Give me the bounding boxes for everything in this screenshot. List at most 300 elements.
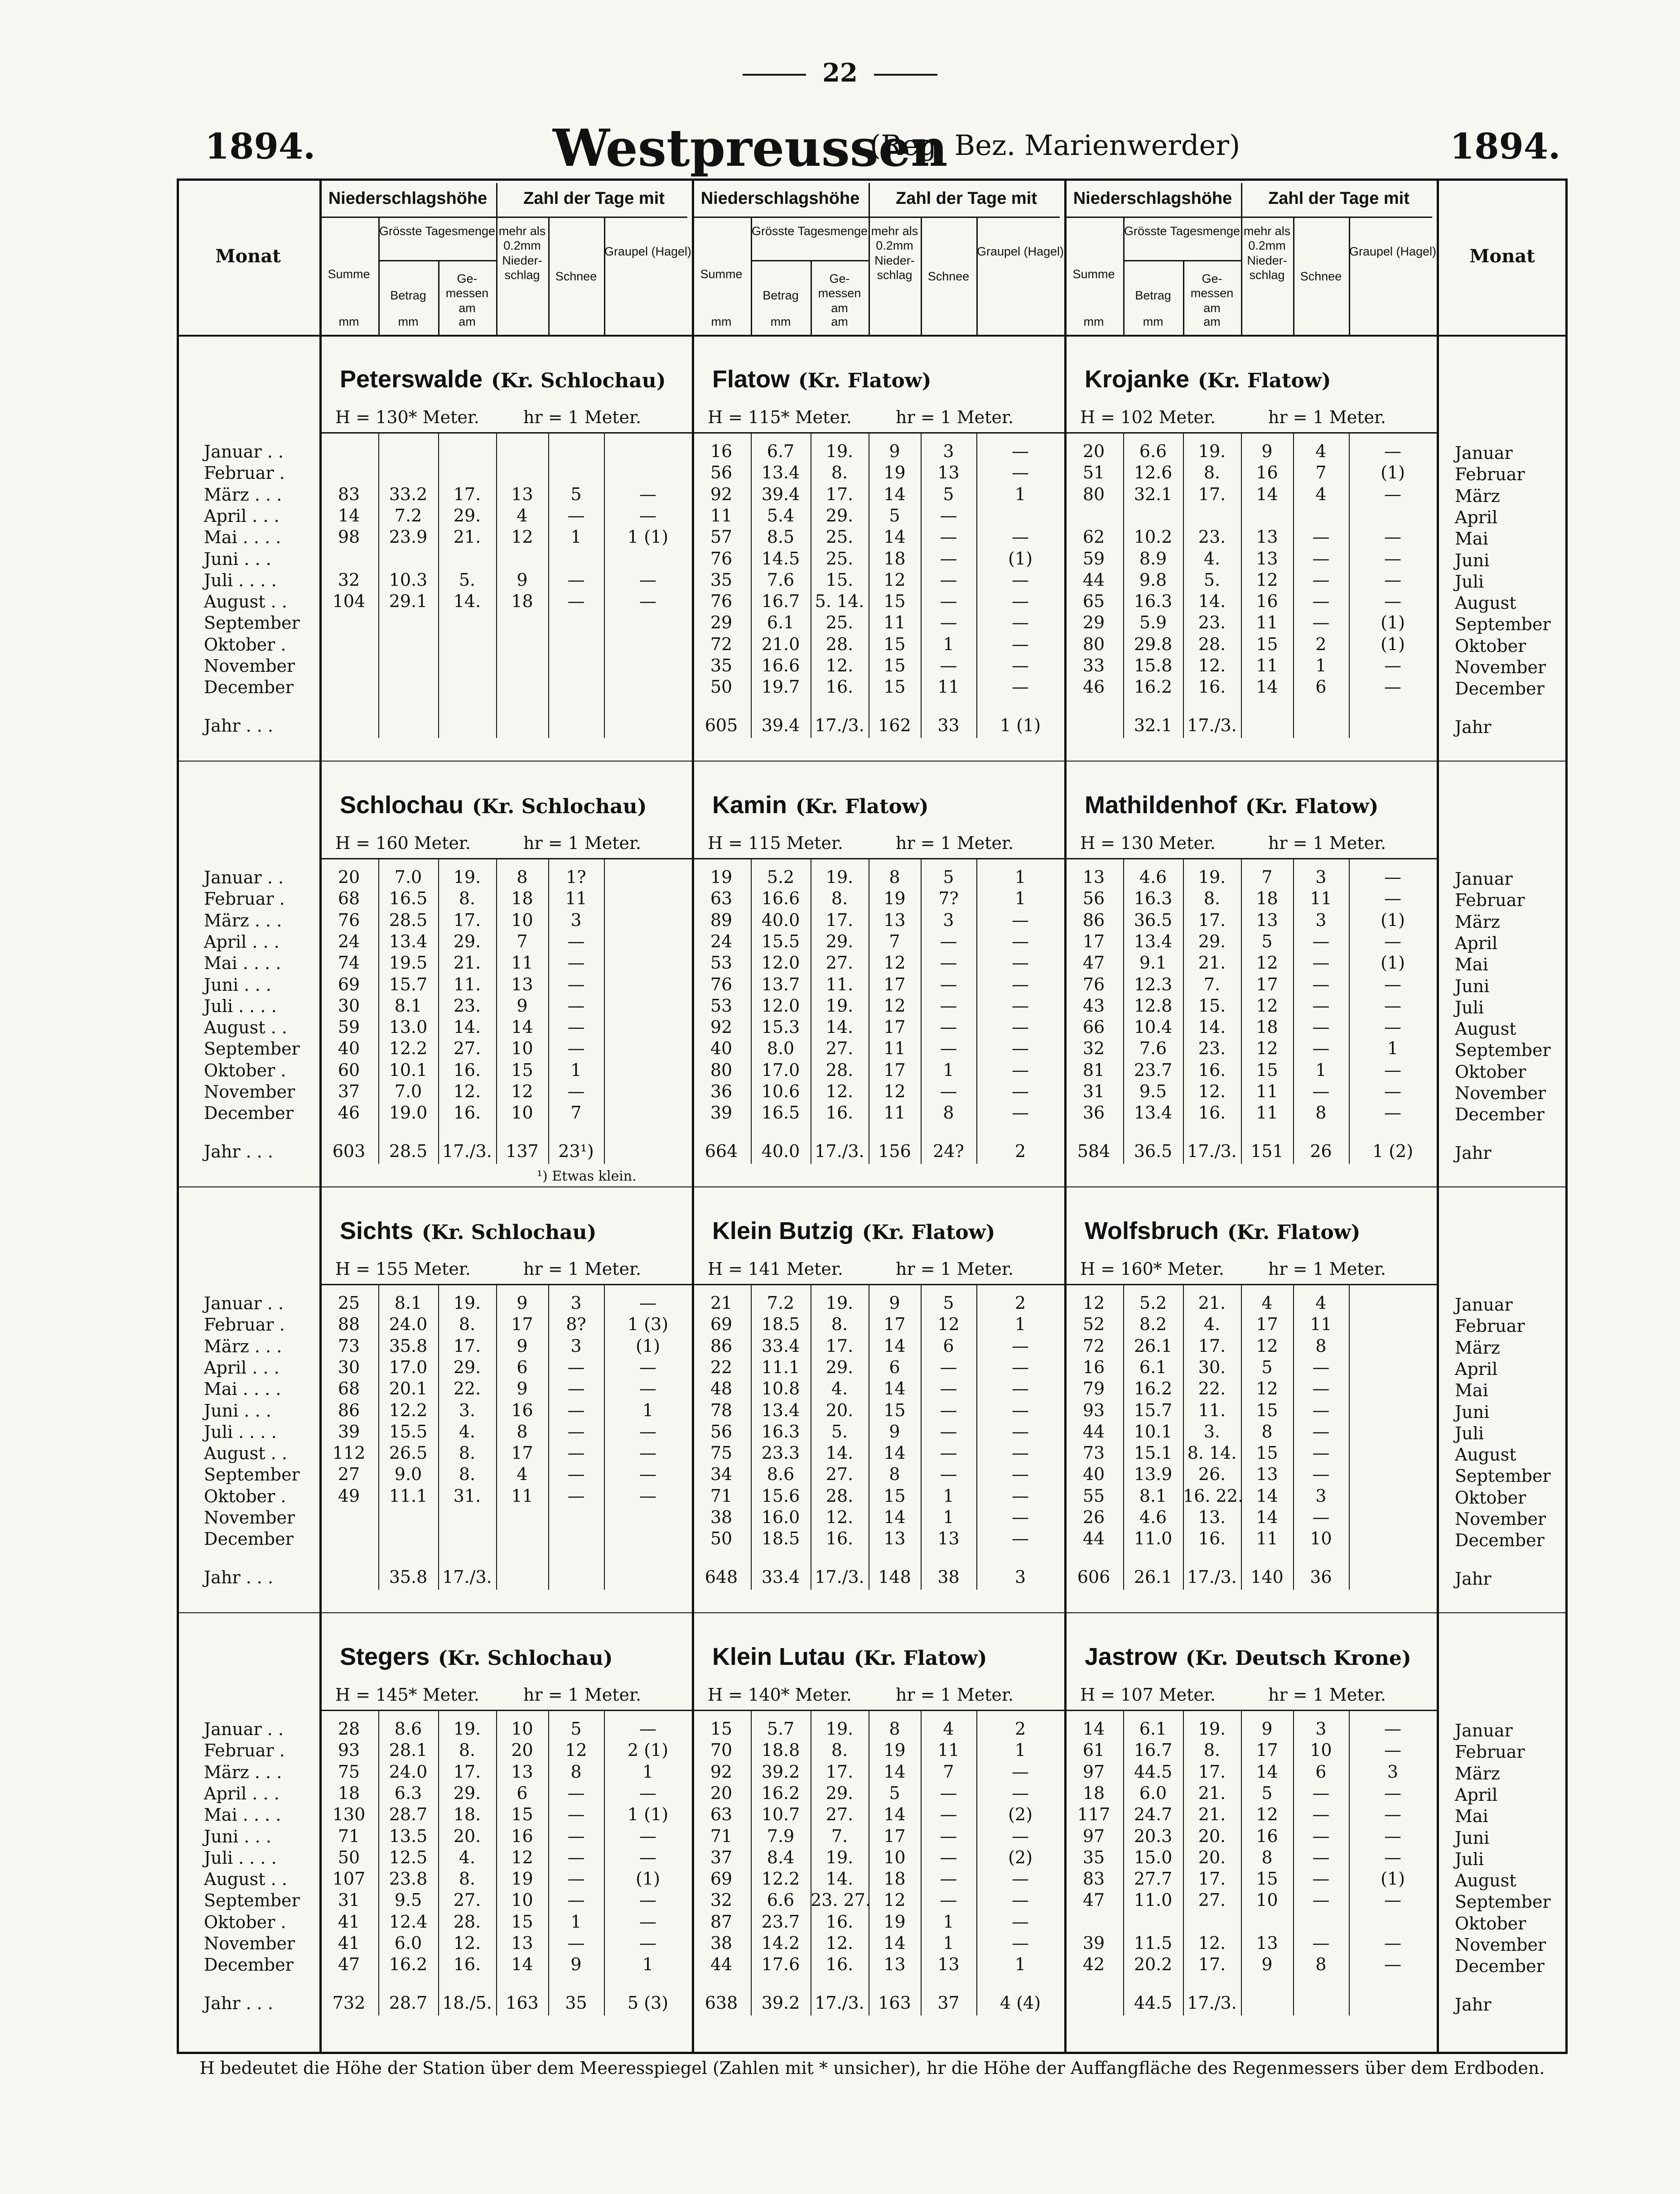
table-cell: 1 (642, 1761, 654, 1782)
table-cell: 17. (453, 910, 481, 930)
table-cell: 12 (1256, 1804, 1278, 1825)
table-cell: 29. (453, 931, 481, 951)
year-left: 1894. (205, 126, 316, 167)
rule (319, 1710, 692, 1711)
header-gemessen_am: Ge-messen am (1190, 272, 1234, 315)
month-label-right: Februar (1455, 890, 1525, 911)
month-label-right: September (1455, 614, 1551, 635)
jahr-cell: 17./3. (1187, 1567, 1237, 1587)
station-title (340, 1216, 596, 1245)
table-cell: 15 (1256, 1400, 1278, 1420)
table-cell: 10 (511, 1038, 533, 1059)
table-cell: 56 (710, 463, 733, 483)
table-cell: 2 (1014, 1719, 1026, 1739)
table-cell: — (567, 1869, 585, 1889)
table-cell: 92 (710, 1017, 733, 1037)
table-cell: 28 (338, 1719, 360, 1739)
month-label: December (204, 677, 294, 698)
table-cell: — (1312, 591, 1330, 612)
table-cell: 65 (1082, 591, 1105, 612)
table-cell: 3 (1315, 910, 1327, 930)
jahr-cell: 37 (937, 1993, 960, 2013)
table-cell: 16. (453, 1060, 481, 1080)
table-cell: 13 (1256, 1464, 1278, 1485)
table-cell: 8. (459, 1314, 476, 1335)
station-title (340, 1642, 613, 1671)
table-cell: 76 (338, 910, 360, 930)
station-hr: hr = 1 Meter. (523, 833, 642, 853)
table-cell: 1 (1315, 656, 1327, 675)
table-cell: — (1384, 974, 1401, 994)
table-cell: 8 (517, 1421, 528, 1442)
table-cell: (1) (1381, 463, 1405, 483)
table-cell: 11. (453, 974, 481, 994)
table-cell: 33.2 (389, 484, 428, 504)
table-cell: — (1012, 1038, 1029, 1059)
table-cell: 53 (710, 995, 733, 1016)
table-cell: 11 (1256, 1103, 1278, 1123)
table-cell: 28. (826, 1485, 854, 1506)
header-schnee: Schnee (555, 270, 597, 283)
table-cell: 17. (826, 1761, 854, 1782)
table-cell: 14 (883, 1443, 906, 1463)
table-cell: 87 (710, 1911, 733, 1932)
table-cell: 19.0 (389, 1103, 428, 1123)
rule (692, 432, 1064, 434)
station-name: Wolfsbruch (1085, 1217, 1219, 1244)
table-cell: 19. (826, 1719, 854, 1739)
header-zahl-der-tage: Zahl der Tage mit (523, 189, 665, 208)
table-cell: 16. (1198, 1060, 1226, 1080)
table-cell: 40 (1082, 1464, 1105, 1485)
table-cell: 12 (1082, 1293, 1105, 1313)
table-cell: 8.9 (1139, 548, 1167, 569)
month-label: Juni . . . (204, 549, 271, 569)
table-cell: 18 (1082, 1783, 1105, 1803)
table-cell: — (567, 1038, 585, 1059)
station-kreis: (Kr. Schlochau) (491, 369, 666, 392)
header-unit: mm (338, 315, 359, 328)
month-label-right: Mai (1455, 1380, 1488, 1401)
table-cell: 13 (511, 974, 533, 994)
table-cell: 10 (511, 910, 533, 930)
table-cell: 60 (338, 1060, 360, 1080)
table-cell: — (1312, 1933, 1330, 1953)
table-cell: 32.1 (1134, 484, 1173, 504)
table-cell: 7 (517, 931, 528, 951)
table-cell: 76 (710, 591, 733, 612)
month-label-right: März (1455, 911, 1500, 932)
table-cell: — (940, 931, 957, 951)
table-cell: 29. (453, 1357, 481, 1377)
jahr-cell: 33 (937, 715, 960, 735)
table-cell: 12.5 (389, 1847, 428, 1867)
jahr-cell: 2 (1014, 1141, 1026, 1161)
table-cell: 56 (710, 1421, 733, 1442)
table-cell: 8. (831, 888, 848, 909)
table-cell: 21 (710, 1293, 733, 1313)
table-cell: — (940, 974, 957, 994)
table-cell: 50 (338, 1847, 360, 1867)
table-cell: 9 (1261, 441, 1273, 461)
table-cell: 14 (883, 1804, 906, 1825)
table-cell: 12 (883, 569, 906, 590)
table-cell: — (1012, 634, 1029, 654)
jahr-cell: 584 (1077, 1141, 1110, 1161)
jahr-cell: 603 (332, 1141, 366, 1161)
station-hr: hr = 1 Meter. (523, 1685, 642, 1705)
table-cell: 3 (1315, 1719, 1327, 1739)
table-cell: 6 (517, 1357, 528, 1377)
header-summe: Summe (1072, 267, 1115, 281)
table-cell: 16. (826, 1954, 854, 1975)
table-cell: 15 (883, 677, 906, 697)
table-cell: 17 (883, 974, 906, 994)
table-cell: 7 (570, 1103, 582, 1123)
jahr-cell: 38 (937, 1567, 960, 1587)
table-cell: (1) (1381, 1869, 1405, 1889)
table-cell: — (1384, 888, 1401, 909)
table-cell: 28.7 (389, 1804, 428, 1825)
table-cell: 14. (1198, 1017, 1226, 1037)
table-cell: 15 (1256, 1869, 1278, 1889)
month-label: December (204, 1529, 294, 1549)
table-cell: 13.4 (389, 931, 428, 951)
table-cell: 8.0 (767, 1038, 795, 1059)
jahr-cell: 39.2 (761, 1993, 800, 2013)
table-cell: 19. (826, 441, 854, 461)
jahr-cell: 17./3. (815, 1567, 864, 1587)
table-cell: 36.5 (1134, 910, 1173, 930)
table-cell: 12 (883, 995, 906, 1016)
table-cell: — (639, 1443, 657, 1463)
table-cell: 15 (883, 591, 906, 612)
table-cell: 68 (338, 1379, 360, 1399)
jahr-cell: 4 (4) (999, 1993, 1041, 2013)
table-cell: 50 (710, 1529, 733, 1549)
table-cell: 14 (1256, 1507, 1278, 1527)
table-cell: 6 (517, 1783, 528, 1803)
month-label: September (204, 1039, 300, 1059)
table-cell: 5.4 (767, 505, 795, 526)
month-label: August . . (204, 1443, 287, 1464)
table-cell: 1 (943, 634, 954, 654)
table-cell: 14 (1256, 484, 1278, 504)
table-cell: 16 (511, 1400, 533, 1420)
table-cell: 4.6 (1139, 867, 1167, 887)
table-cell: 74 (338, 953, 360, 973)
header-gemessen_am: Ge-messen am (818, 272, 861, 315)
rule (1349, 217, 1350, 335)
table-cell: — (940, 1017, 957, 1037)
table-cell: 29. (826, 1783, 854, 1803)
station-kreis: (Kr. Flatow) (795, 795, 929, 818)
table-cell: 86 (710, 1336, 733, 1356)
station-hr: hr = 1 Meter. (523, 1259, 642, 1279)
station-hr: hr = 1 Meter. (1268, 1685, 1386, 1705)
station-name: Klein Butzig (712, 1217, 854, 1244)
table-cell: 17. (1198, 1954, 1226, 1975)
table-cell: — (567, 1890, 585, 1910)
table-cell: 4 (517, 505, 528, 526)
table-cell: 4 (517, 1464, 528, 1485)
table-cell: 32 (338, 569, 360, 590)
station-title (1085, 364, 1331, 393)
month-label-right: December (1455, 1530, 1545, 1551)
table-cell: 30 (338, 1357, 360, 1377)
table-cell: 12 (511, 527, 533, 547)
table-cell: 14 (1256, 1761, 1278, 1782)
table-cell: 12. (1198, 1081, 1226, 1101)
rule (604, 217, 605, 335)
table-cell: 15 (1256, 1060, 1278, 1080)
station-title (712, 1642, 987, 1671)
table-cell: 13.5 (389, 1826, 428, 1846)
table-cell: 15 (1256, 1443, 1278, 1463)
table-cell: 38 (710, 1933, 733, 1953)
table-cell: 11.1 (761, 1357, 800, 1377)
jahr-cell: 151 (1250, 1141, 1284, 1161)
table-cell: 17 (883, 1017, 906, 1037)
month-label: Mai . . . . (204, 527, 281, 548)
table-cell: 12 (511, 1847, 533, 1867)
table-cell: 18. (453, 1804, 481, 1825)
table-cell: 18.5 (761, 1314, 800, 1335)
jahr-label-right: Jahr (1455, 717, 1492, 737)
table-cell: 40 (710, 1038, 733, 1059)
table-cell: 15.3 (761, 1017, 800, 1037)
table-cell: 83 (1082, 1869, 1105, 1889)
table-cell: 55 (1082, 1485, 1105, 1506)
table-cell: 1 (943, 1911, 954, 1932)
table-cell: — (1012, 931, 1029, 951)
table-cell: 11 (883, 612, 906, 633)
table-cell: 63 (710, 888, 733, 909)
month-label-right: August (1455, 1445, 1516, 1465)
table-cell: — (940, 1847, 957, 1867)
table-cell: — (567, 1783, 585, 1803)
table-cell: 1 (642, 1400, 654, 1420)
table-cell: 7. (831, 1826, 848, 1846)
table-cell: 30 (338, 995, 360, 1016)
table-cell: — (1384, 1826, 1401, 1846)
table-cell: 10.4 (1134, 1017, 1173, 1037)
jahr-cell: 35 (565, 1993, 587, 2013)
table-cell: 20 (710, 1783, 733, 1803)
table-cell: 13 (883, 1954, 906, 1975)
station-hr: hr = 1 Meter. (1268, 407, 1386, 427)
table-cell: — (1384, 995, 1401, 1016)
table-cell: 14 (883, 1507, 906, 1527)
table-cell: — (1312, 931, 1330, 951)
table-cell: 6 (1315, 677, 1327, 697)
table-cell: 2 (1315, 634, 1327, 654)
table-cell: 4 (1261, 1293, 1273, 1313)
table-cell: — (1012, 656, 1029, 675)
table-cell: — (1012, 1421, 1029, 1442)
station-hr: hr = 1 Meter. (1268, 833, 1386, 853)
table-cell: 31. (453, 1485, 481, 1506)
table-cell: 59 (338, 1017, 360, 1037)
table-cell: 7.2 (767, 1293, 795, 1313)
table-cell: 107 (332, 1869, 366, 1889)
header-groesste: Grösste Tagesmenge (379, 224, 496, 238)
table-cell: — (1312, 1017, 1330, 1037)
table-cell: 14 (883, 1933, 906, 1953)
month-label-right: Februar (1455, 1316, 1525, 1336)
table-cell: — (1312, 1038, 1330, 1059)
table-cell: 9.5 (394, 1890, 422, 1910)
month-label: März . . . (204, 484, 282, 505)
table-cell: — (1012, 1826, 1029, 1846)
table-cell: 1 (642, 1954, 654, 1975)
header-monat-left: Monat (215, 246, 281, 267)
month-label: November (204, 1082, 295, 1102)
table-cell: 2 (1) (627, 1740, 669, 1760)
table-cell: 16.2 (761, 1783, 800, 1803)
table-cell: 15.7 (1134, 1400, 1173, 1420)
table-cell: 27. (826, 1038, 854, 1059)
table-cell: — (1384, 441, 1401, 461)
table-cell: 1 (570, 1060, 582, 1080)
month-label-right: Januar (1455, 1295, 1513, 1315)
table-cell: (1) (1381, 910, 1405, 930)
table-cell: 39.4 (761, 484, 800, 504)
month-label: April . . . (204, 931, 280, 952)
table-cell: 27. (826, 953, 854, 973)
table-cell: 21.0 (761, 634, 800, 654)
jahr-cell: 148 (878, 1567, 911, 1587)
rule (692, 858, 1064, 859)
table-cell: 26. (1198, 1464, 1226, 1485)
table-cell: 16. (826, 1103, 854, 1123)
month-label-right: Mai (1455, 529, 1488, 549)
table-cell: 93 (338, 1740, 360, 1760)
table-cell: 20. (453, 1826, 481, 1846)
table-cell: — (1012, 612, 1029, 633)
table-cell: 17. (1198, 1869, 1226, 1889)
station-name: Mathildenhof (1085, 791, 1237, 819)
rule (1349, 1284, 1350, 1590)
table-cell: 24.7 (1134, 1804, 1173, 1825)
table-cell: 11 (883, 1103, 906, 1123)
table-cell: 19 (710, 867, 733, 887)
table-cell: 71 (710, 1826, 733, 1846)
table-cell: 15.7 (389, 974, 428, 994)
rule (1064, 858, 1437, 859)
month-label: Oktober . (204, 1912, 286, 1932)
table-cell: 12.0 (761, 953, 800, 973)
month-label-right: Oktober (1455, 1487, 1526, 1508)
table-cell: — (1012, 953, 1029, 973)
table-cell: 10 (1310, 1740, 1332, 1760)
table-cell: 24.0 (389, 1761, 428, 1782)
table-cell: — (1012, 527, 1029, 547)
table-cell: — (1312, 527, 1330, 547)
table-cell: — (1312, 1357, 1330, 1377)
table-cell: — (1012, 1357, 1029, 1377)
month-label: September (204, 1465, 300, 1485)
jahr-cell: 137 (506, 1141, 539, 1161)
table-cell: 23. (1198, 612, 1226, 633)
table-cell: 20 (1082, 441, 1105, 461)
table-cell: 14. (826, 1869, 854, 1889)
table-cell: 71 (710, 1485, 733, 1506)
table-cell: — (639, 1847, 657, 1867)
jahr-cell: 36.5 (1134, 1141, 1173, 1161)
rule (1064, 217, 1432, 218)
table-cell: 44 (710, 1954, 733, 1975)
table-cell: 14. (1198, 591, 1226, 612)
table-cell: 29.8 (1134, 634, 1173, 654)
table-cell: 12 (511, 1081, 533, 1101)
table-cell: 10.2 (1134, 527, 1173, 547)
table-cell: — (639, 505, 657, 526)
table-cell: 31 (1082, 1081, 1105, 1101)
rule (751, 260, 869, 261)
table-cell: — (567, 953, 585, 973)
table-cell: — (1012, 1443, 1029, 1463)
table-cell: — (639, 1357, 657, 1377)
table-cell: — (639, 484, 657, 504)
table-cell: 11.1 (389, 1485, 428, 1506)
table-cell: 17 (1256, 974, 1278, 994)
table-cell: 18 (1256, 888, 1278, 909)
table-cell: 8. (459, 1464, 476, 1485)
month-label: Mai . . . . (204, 1379, 281, 1399)
jahr-label: Jahr . . . (204, 716, 274, 736)
table-cell: 97 (1082, 1761, 1105, 1782)
table-cell: — (940, 1890, 957, 1910)
rule (177, 1612, 1568, 1613)
jahr-cell: 5 (3) (627, 1993, 669, 2013)
jahr-cell: 664 (705, 1141, 738, 1161)
station-hr: hr = 1 Meter. (896, 1685, 1014, 1705)
rule (1064, 1710, 1437, 1711)
table-cell: 1 (570, 527, 582, 547)
table-cell: 13 (511, 1761, 533, 1782)
station-name: Sichts (340, 1217, 414, 1244)
table-cell: 15 (511, 1911, 533, 1932)
table-cell: — (1012, 1507, 1029, 1527)
table-cell: — (1012, 1400, 1029, 1420)
table-cell: 50 (710, 677, 733, 697)
table-cell: 17 (1256, 1314, 1278, 1335)
table-cell: 12.2 (389, 1400, 428, 1420)
table-cell: 8 (889, 1719, 900, 1739)
table-cell: 13.4 (761, 463, 800, 483)
table-cell: 22 (710, 1357, 733, 1377)
table-cell: 11. (826, 974, 854, 994)
table-cell: — (567, 1357, 585, 1377)
table-cell: 10 (511, 1719, 533, 1739)
table-cell: 16. (1198, 1529, 1226, 1549)
table-cell: 8 (943, 1103, 954, 1123)
table-cell: 29 (710, 612, 733, 633)
table-cell: 27. (826, 1804, 854, 1825)
station-kreis: (Kr. Schlochau) (438, 1647, 613, 1670)
month-label: Januar . . (204, 1293, 284, 1313)
table-cell: 21. (1198, 953, 1226, 973)
jahr-cell: 732 (332, 1993, 366, 2013)
month-label: Oktober . (204, 634, 286, 655)
table-cell: 1 (1014, 867, 1026, 887)
table-cell: 11 (511, 953, 533, 973)
table-cell: 46 (338, 1103, 360, 1123)
table-cell: 5 (1261, 1357, 1273, 1377)
table-cell: — (1384, 1954, 1401, 1975)
table-cell: 37 (710, 1847, 733, 1867)
